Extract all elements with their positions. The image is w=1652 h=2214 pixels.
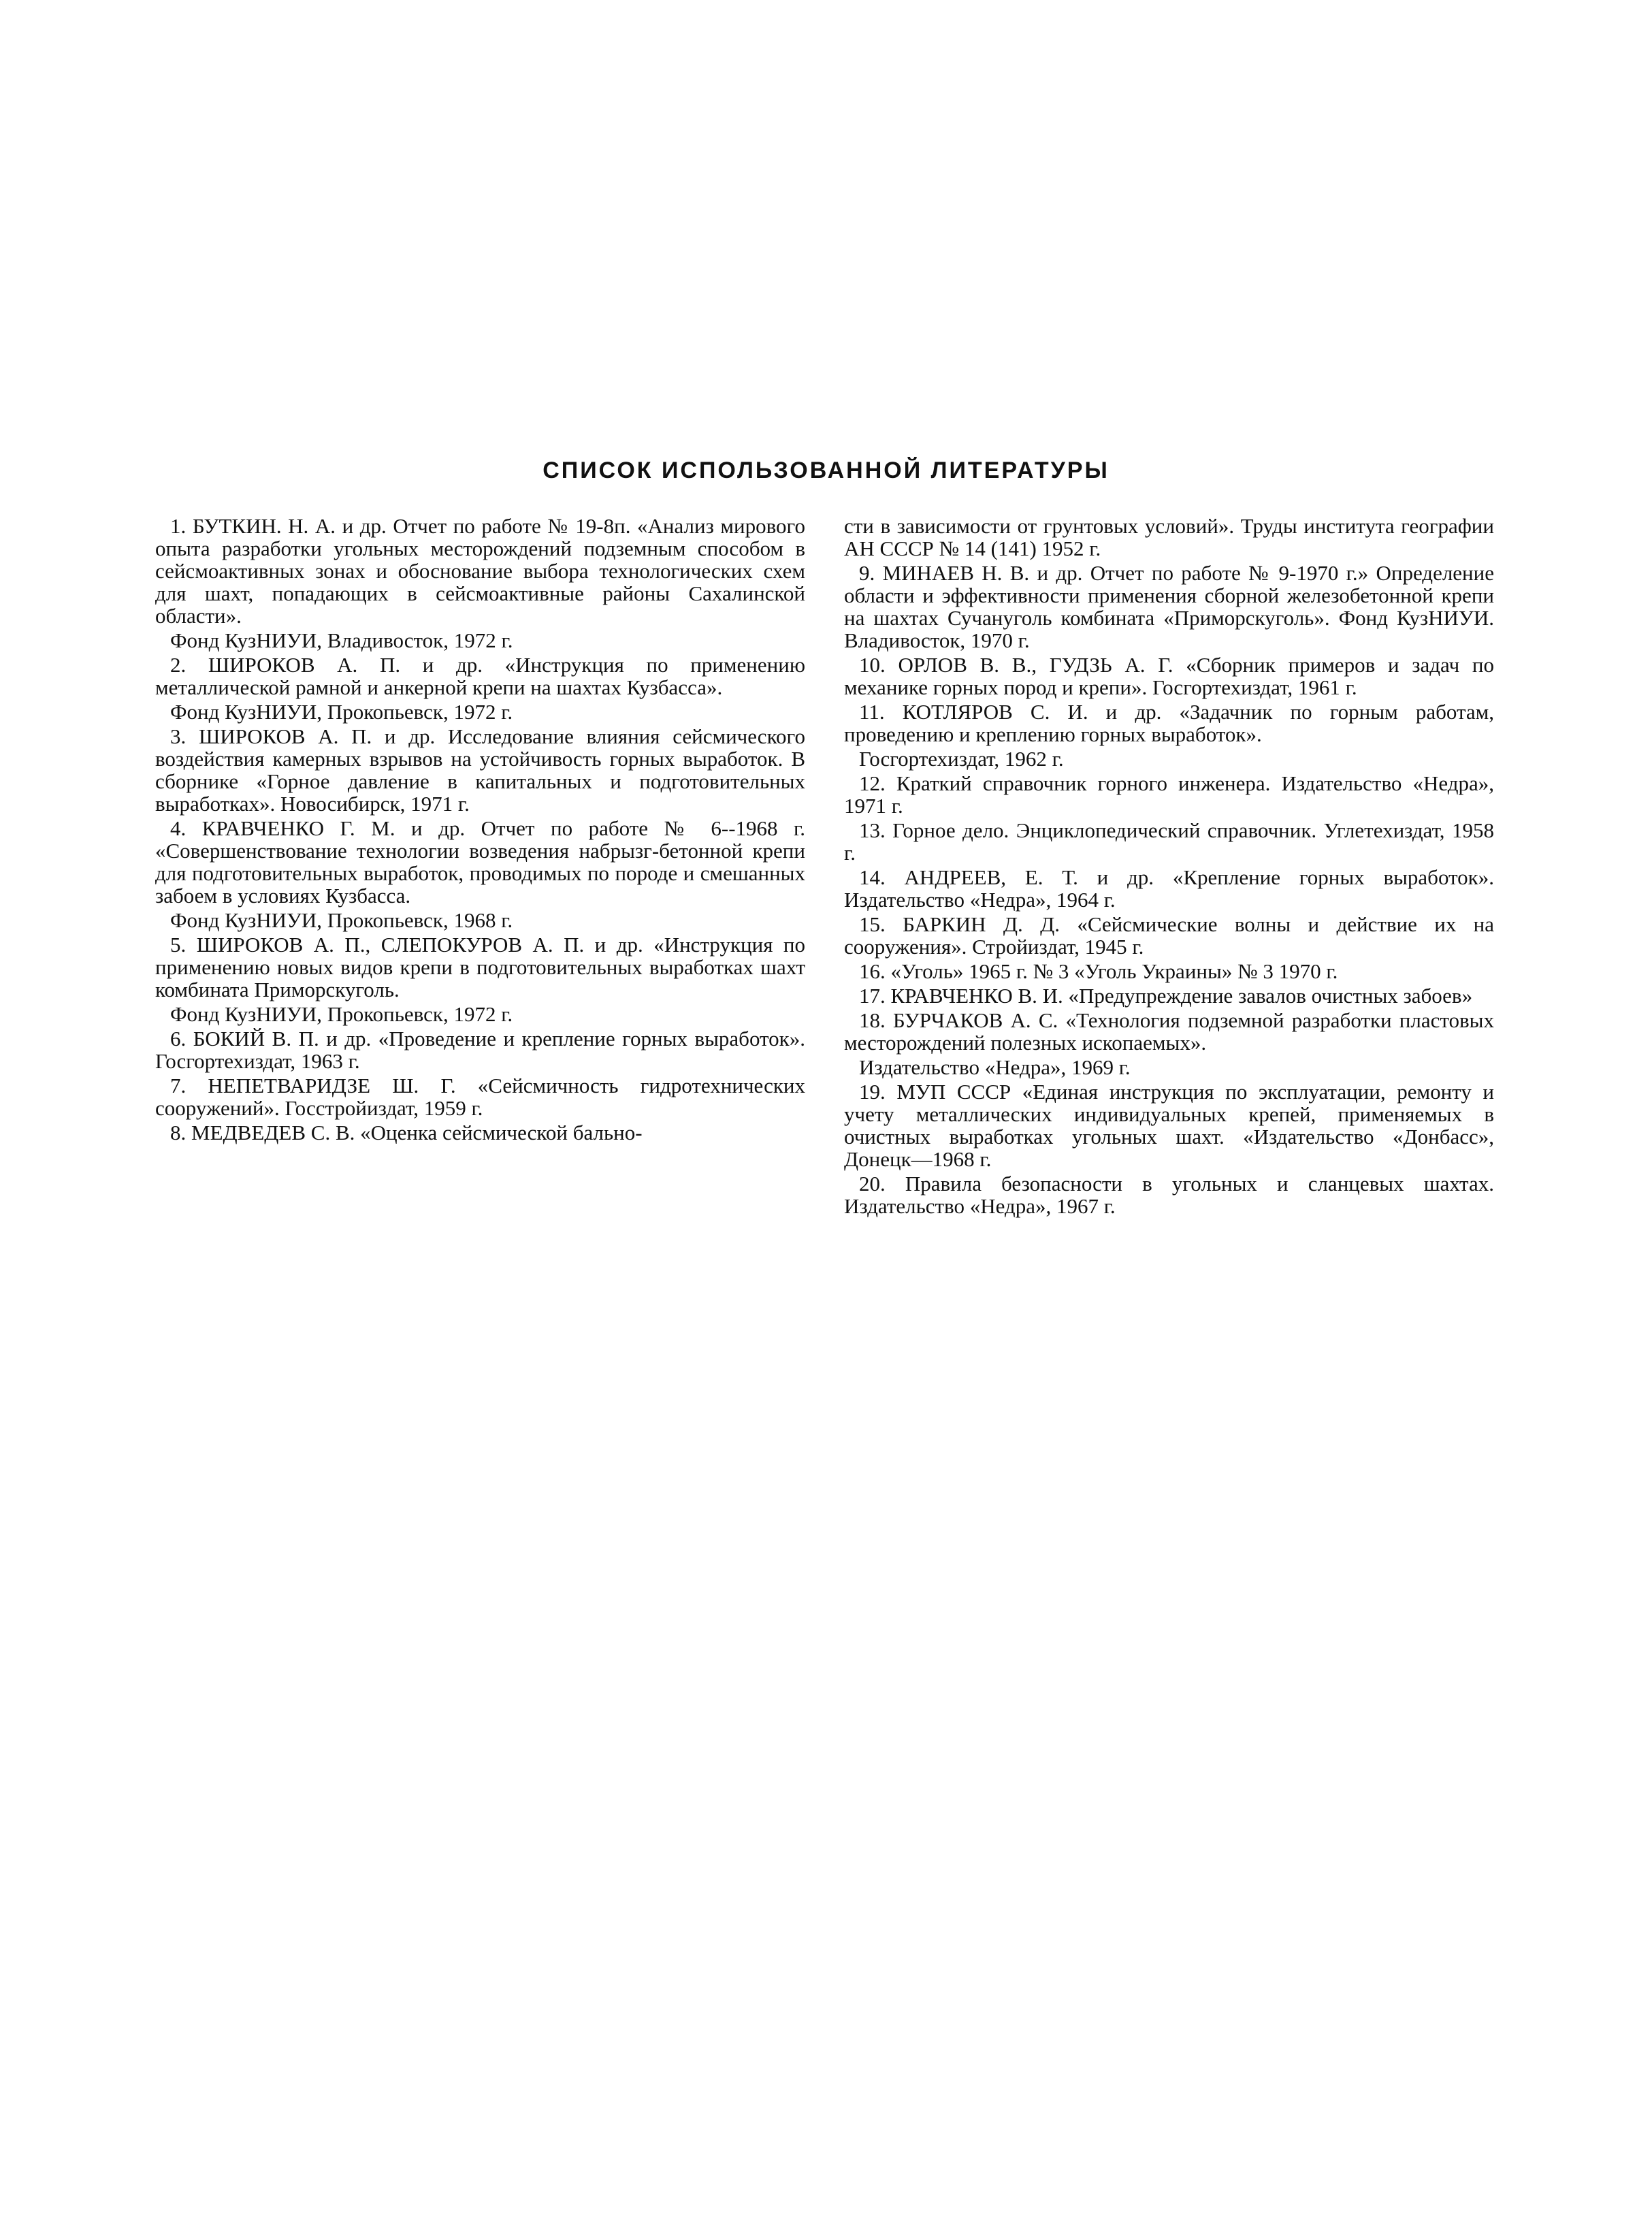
reference-2: 2. ШИРОКОВ А. П. и др. «Инструкция по применению металлической рамной и анкерной крепи на шахтах Кузбасса». — [155, 653, 805, 699]
reference-5-publisher: Фонд КузНИУИ, Прокопьевск, 1972 г. — [170, 1002, 513, 1026]
reference-17: 17. КРАВЧЕНКО В. И. «Предупреждение завалов очистных забоев» — [859, 984, 1473, 1008]
reference-20: 20. Правила безопасности в угольных и сланцевых шахтах. Издательство «Недра», 1967 г. — [844, 1172, 1494, 1218]
reference-2-publisher: Фонд КузНИУИ, Прокопьевск, 1972 г. — [170, 700, 513, 724]
reference-14: 14. АНДРЕЕВ, Е. Т. и др. «Крепление горных выработок». Издательство «Недра», 1964 г. — [844, 865, 1494, 912]
reference-5: 5. ШИРОКОВ А. П., СЛЕПОКУРОВ А. П. и др. «Инструкция по применению новых видов крепи в подготовительных выработках шахт комбината Приморскуголь. — [155, 933, 805, 1001]
reference-13: 13. Горное дело. Энциклопедический справочник. Углетехиздат, 1958 г. — [844, 818, 1494, 865]
reference-12: 12. Краткий справочник горного инженера. Издательство «Недра», 1971 г. — [844, 771, 1494, 818]
reference-1-publisher: Фонд КузНИУИ, Владивосток, 1972 г. — [170, 628, 513, 652]
references-left-column — [155, 515, 805, 1146]
reference-7: 7. НЕПЕТВАРИДЗЕ Ш. Г. «Сейсмичность гидротехнических сооружений». Госстройиздат, 1959 г. — [155, 1074, 805, 1120]
reference-1: 1. БУТКИН. Н. А. и др. Отчет по работе № 19-8п. «Анализ мирового опыта разработки угольных месторождений подземным способом в сейсмоактивных зонах и обоснование выбора технологических схем для шахт, попадающих в сейсмоактивные районы Сахалинской области». — [155, 514, 805, 628]
reference-6: 6. БОКИЙ В. П. и др. «Проведение и крепление горных выработок». Госгортехиздат, 1963 г. — [155, 1027, 805, 1073]
reference-18: 18. БУРЧАКОВ А. С. «Технология подземной разработки пластовых месторождений полезных ископаемых». — [844, 1008, 1494, 1055]
reference-16: 16. «Уголь» 1965 г. № 3 «Уголь Украины» № 3 1970 г. — [859, 959, 1338, 983]
reference-19: 19. МУП СССР «Единая инструкция по эксплуатации, ремонту и учету металлических индивидуальных крепей, применяемых в очистных выработках угольных шахт. «Издательство «Донбасс», Донецк—1968 г. — [844, 1080, 1494, 1171]
reference-3: 3. ШИРОКОВ А. П. и др. Исследование влияния сейсмического воздействия камерных взрывов на устойчивость горных выработок. В сборнике «Горное давление в капитальных и подготовительных выработках». Новосибирск, 1971 г. — [155, 724, 805, 816]
reference-18-publisher: Издательство «Недра», 1969 г. — [859, 1055, 1131, 1079]
reference-11: 11. КОТЛЯРОВ С. И. и др. «Задачник по горным работам, проведению и креплению горных выработок». — [844, 700, 1494, 746]
reference-4-publisher: Фонд КузНИУИ, Прокопьевск, 1968 г. — [170, 908, 513, 932]
reference-11-publisher: Госгортехиздат, 1962 г. — [859, 747, 1064, 771]
reference-9: 9. МИНАЕВ Н. В. и др. Отчет по работе № 9-1970 г.» Определение области и эффективности применения сборной железобетонной крепи на шахтах Сучануголь комбината «Приморскуголь». Фонд КузНИУИ. Владивосток, 1970 г. — [844, 561, 1494, 652]
reference-10: 10. ОРЛОВ В. В., ГУДЗЬ А. Г. «Сборник примеров и задач по механике горных пород и крепи». Госгортехиздат, 1961 г. — [844, 653, 1494, 699]
reference-8-continued: сти в зависимости от грунтовых условий». Труды института географии АН СССР № 14 (141) 1952 г. — [844, 514, 1494, 560]
reference-15: 15. БАРКИН Д. Д. «Сейсмические волны и действие их на сооружения». Стройиздат, 1945 г. — [844, 912, 1494, 959]
page-title: СПИСОК ИСПОЛЬЗОВАННОЙ ЛИТЕРАТУРЫ — [542, 458, 1110, 483]
references-right-column — [844, 515, 1494, 1219]
reference-8: 8. МЕДВЕДЕВ С. В. «Оценка сейсмической бально- — [170, 1121, 643, 1144]
reference-4: 4. КРАВЧЕНКО Г. М. и др. Отчет по работе № 6--1968 г. «Совершенствование технологии возведения набрызг-бетонной крепи для подготовительных выработок, проводимых по породе и смешанных забоем в условиях Кузбасса. — [155, 816, 805, 908]
